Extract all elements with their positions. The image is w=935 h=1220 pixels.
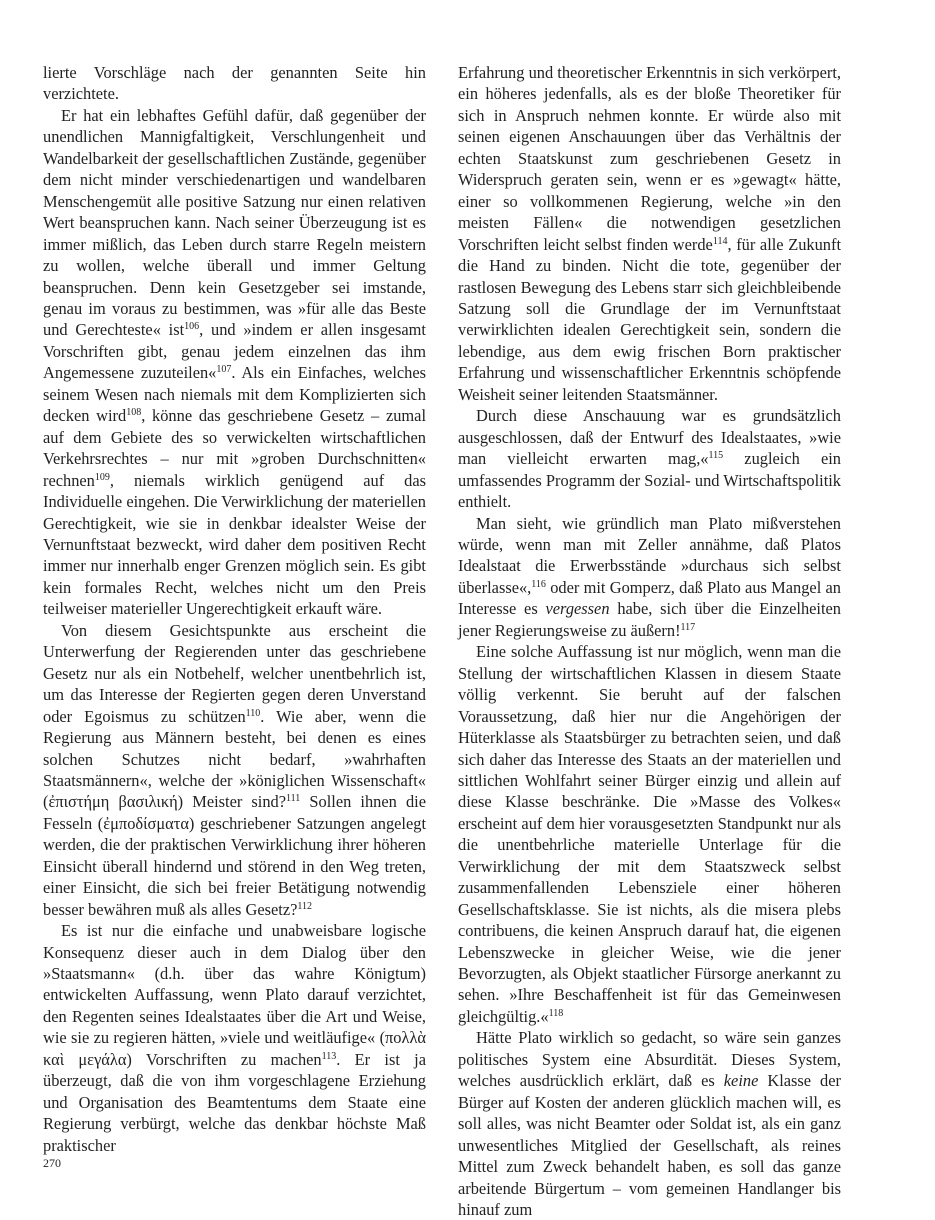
paragraph-continuation: Erfahrung und theoretischer Erkenntnis in sich verkörpert, ein höheres jedenfalls, als es der bloße Theoretiker für sich in Anspruch nehmen konnte. Er würde also mit seinen eigenen Anschauungen über das Verhältnis der echten Staatskunst zum geschriebenen Gesetz in Widerspruch geraten sein, wenn er es »gewagt« hätte, einer so vollkommenen Regierung, welche »in den meisten Fällen« die notwendigen gesetzlichen Vorschriften leicht selbst finden werde$^{114}$, für alle Zukunft die Hand zu binden. Nicht die tote, gegenüber der rastlosen Bewegung des Lebens starr sich gleichbleibende Satzung soll die Grundlage der im Vernunftstaat verwirklichten idealen Gerechtigkeit sein, sondern die lebendige, aus dem ewig frischen Born praktischer Erfahrung und wissenschaftlicher Erkenntnis schöpfende Weisheit seiner leitenden Staatsmänner. <box>458 63 842 404</box>
footnote-ref[interactable]: 108 <box>126 407 142 419</box>
footnote-ref[interactable]: 107 <box>216 364 232 376</box>
footnote-ref[interactable]: 117 <box>680 621 696 633</box>
footnote-ref[interactable]: 113 <box>321 1050 337 1062</box>
paragraph: Durch diese Anschauung war es grundsätzlich ausgeschlossen, daß der Entwurf des Idealstaates, »wie man vielleicht erwarten mag,«$^{115}$ zugleich ein umfassendes Programm der Sozial- und Wirtschaftspolitik enthielt. <box>458 406 841 512</box>
footnote-ref[interactable]: 106 <box>184 321 200 333</box>
footnote-ref[interactable]: 112 <box>297 900 313 912</box>
emphasis: vergessen <box>545 599 610 619</box>
footnote-ref[interactable]: 109 <box>94 471 110 483</box>
paragraph-continuation: lierte Vorschläge nach der genannten Seite hin verzichtete. <box>43 63 426 104</box>
footnote-ref[interactable]: 115 <box>708 450 724 462</box>
right-column <box>458 62 841 1220</box>
footnote-ref[interactable]: 116 <box>531 578 546 590</box>
footnote-ref[interactable]: 111 <box>286 793 301 805</box>
paragraph: Eine solche Auffassung ist nur möglich, wenn man die Stellung der wirtschaftlichen Klassen in diesem Staate völlig verkennt. Sie beruht auf der falschen Voraussetzung, daß hier nur die Angehörigen der Hüterklasse als Staatsbürger zu betrachten seien, und daß sich daher das Interesse des Staats an der materiellen und sittlichen Wohlfahrt seiner Bürger einzig und allein auf diese Klasse beschränke. Die »Masse des Volkes« erscheint auf dem hier vorausgesetzten Standpunkt nur als die unentbehrliche materielle Unterlage für die Verwirklichung der mit dem Staatszweck selbst zusammenfallenden Lebensziele einer höheren Gesellschaftsklasse. Sie ist nichts, als die misera plebs contribuens, die keinen Anspruch darauf hat, die eigenen Lebenszwecke in gleicher Weise, wie die jener Bevorzugten, als Objekt staatlicher Fürsorge anerkannt zu sehen. »Ihre Beschaffenheit ist für das Gemeinwesen gleichgültig.«$^{118}$ <box>458 642 841 1026</box>
page-number: 270 <box>43 1156 61 1170</box>
paragraph: Hätte Plato wirklich so gedacht, so wäre sein ganzes politisches System eine Absurdität. Dieses System, welches ausdrücklich erklärt, daß es keine Klasse der Bürger auf Kosten der anderen glücklich machen will, es soll alles, was nicht Beamter oder Soldat ist, als ein ganz unwesentliches Mitglied der Gesellschaft, als reines Mittel zum Zweck behandelt haben, es soll das ganze arbeitende Bürgertum – vom gemeinen Handlanger bis hinauf zum <box>458 1028 841 1220</box>
footnote-ref[interactable]: 114 <box>712 235 728 247</box>
left-column <box>43 62 426 1156</box>
paragraph: Es ist nur die einfache und unabweisbare logische Konsequenz dieser auch in dem Dialog über den »Staatsmann« (d.h. über das wahre Königtum) entwickelten Auffassung, wenn Plato darauf verzichtet, den Regenten seines Idealstaates über die Art und Weise, wie sie zu regieren hätten, »viele und weitläufige« (πολλὰ καὶ μεγάλα) Vorschriften zu machen$^{113}$. Er ist ja überzeugt, daß die von ihm vorgeschlagene Erziehung und Organisation des Beamtentums dem Staate eine Regierung verbürgt, welche das denkbar höchste Maß praktischer <box>43 921 426 1155</box>
footnote-ref[interactable]: 110 <box>245 707 261 719</box>
paragraph: Von diesem Gesichtspunkte aus erscheint die Unterwerfung der Regierenden unter das geschriebene Gesetz nur als ein Notbehelf, welcher unentbehrlich ist, um das Interesse der Regierten gegen deren Unverstand oder Egoismus zu schützen$^{110}$. Wie aber, wenn die Regierung aus Männern besteht, bei denen es eines solchen Schutzes nicht bedarf, »wahrhaften Staatsmännern«, welche der »königlichen Wissenschaft« (ἐπιστήμη βασιλική) Meister sind?$^{111}$ Sollen ihnen die Fesseln (ἐμποδίσματα) geschriebener Satzungen angelegt werden, die der praktischen Verwirklichung ihrer höheren Einsicht überall hindernd und störend in den Weg treten, einer Einsicht, die sich bei freier Betätigung notwendig besser bewähren muß als alles Gesetz?$^{112}$ <box>43 620 426 919</box>
emphasis: keine <box>723 1071 759 1091</box>
paragraph: Er hat ein lebhaftes Gefühl dafür, daß gegenüber der unendlichen Mannigfaltigkeit, Verschlungenheit und Wandelbarkeit der gesellschaftlichen Zustände, gegenüber dem nicht minder verschiedenartigen und wandelbaren Menschengemüt alle positive Satzung nur einen relativen Wert beanspruchen kann. Nach seiner Überzeugung ist es immer mißlich, das Leben durch starre Regeln meistern zu wollen, welche überall und immer Geltung beanspruchen. Denn kein Gesetzgeber sei imstande, genau im voraus zu bestimmen, was »für alle das Beste und Gerechteste« ist$^{106}$, und »indem er allen insgesamt Vorschriften gibt, genau jedem einzelnen das ihm Angemessene zuzuteilen«$^{107}$. Als ein Einfaches, welches seinem Wesen nach niemals mit dem Komplizierten sich decken wird$^{108}$, könne das geschriebene Gesetz – zumal auf dem Gebiete des so verwickelten wirtschaftlichen Verkehrsrechtes – nur mit »groben Durchschnitten« rechnen$^{109}$, niemals wirklich genügend auf das Individuelle eingehen. Die Verwirklichung der materiellen Gerechtigkeit, wie sie in denkbar idealster Weise der Vernunftstaat bezweckt, wird daher dem positiven Recht immer nur innerhalb enger Grenzen möglich sein. Es gibt kein formales Recht, welches nicht um den Preis teilweiser materieller Ungerechtigkeit erkauft wäre. <box>43 105 426 619</box>
paragraph: Man sieht, wie gründlich man Plato mißverstehen würde, wenn man mit Zeller annähme, daß Platos Idealstaat die Erwerbsstände »durchaus sich selbst überlasse«,$^{116}$ oder mit Gomperz, daß Plato aus Mangel an Interesse es vergessen habe, sich über die Einzelheiten jener Regierungsweise zu äußern!$^{117}$ <box>458 513 841 640</box>
footnote-ref[interactable]: 118 <box>548 1007 564 1019</box>
